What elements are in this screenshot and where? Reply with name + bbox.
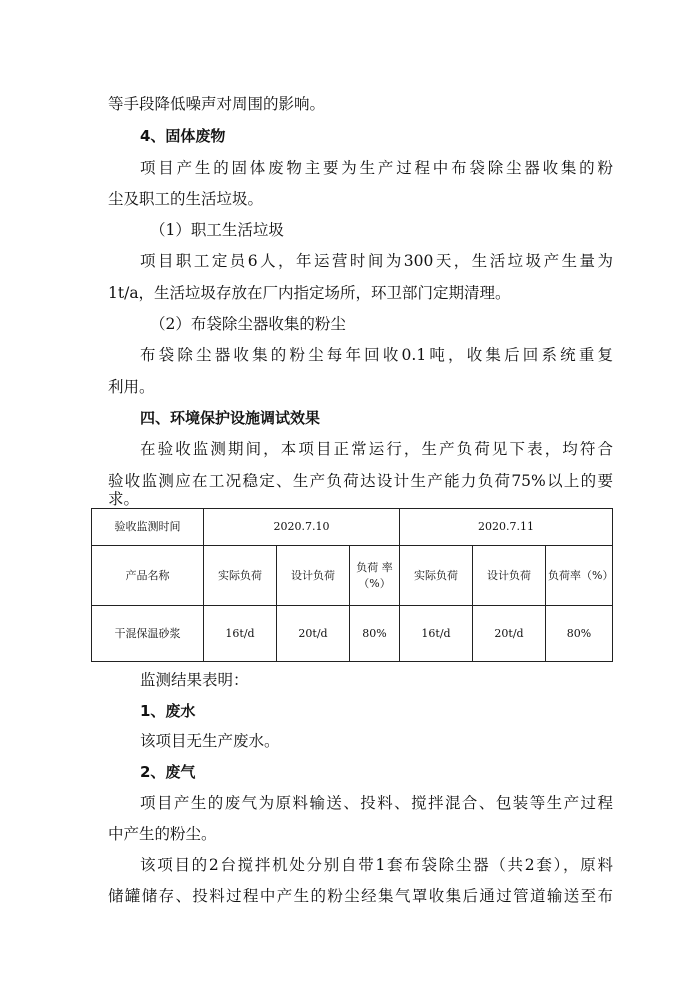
table-cell: 16t/d: [400, 606, 473, 662]
production-load-table: [91, 508, 613, 662]
table-header-cell: 负荷率（%）: [546, 546, 613, 606]
table-header-cell: 实际负荷: [204, 546, 277, 606]
table-header-cell: 产品名称: [92, 546, 204, 606]
paragraph-line: 储罐储存、投料过程中产生的粉尘经集气罩收集后通过管道输送至布: [108, 887, 613, 905]
table-row: [92, 509, 613, 546]
section-heading-waste-gas: 2、废气: [140, 763, 196, 781]
paragraph-line: 1t/a，生活垃圾存放在厂内指定场所，环卫部门定期清理。: [108, 284, 511, 302]
paragraph-line: 项目职工定员6人，年运营时间为300天，生活垃圾产生量为: [140, 252, 613, 270]
table-row: [92, 546, 613, 606]
table-row: [92, 606, 613, 662]
paragraph-line: 利用。: [108, 378, 155, 396]
table-header-cell: 验收监测时间: [92, 509, 204, 546]
paragraph-line: 监测结果表明：: [140, 671, 249, 689]
paragraph-line: 验收监测应在工况稳定、生产负荷达设计生产能力负荷75%以上的要: [108, 472, 613, 490]
table-cell-product: 干混保温砂浆: [92, 606, 204, 662]
table-cell: 16t/d: [204, 606, 277, 662]
paragraph-line: 求。: [108, 490, 140, 508]
paragraph-line: 布袋除尘器收集的粉尘每年回收0.1吨，收集后回系统重复: [140, 346, 613, 364]
table-header-cell: 设计负荷: [473, 546, 546, 606]
paragraph-line: 在验收监测期间，本项目正常运行，生产负荷见下表，均符合: [140, 440, 613, 458]
table-cell: 80%: [350, 606, 400, 662]
paragraph-line: 项目产生的固体废物主要为生产过程中布袋除尘器收集的粉: [140, 159, 613, 177]
table-header-cell: 实际负荷: [400, 546, 473, 606]
table-header-date: 2020.7.11: [400, 509, 613, 546]
paragraph-line: 尘及职工的生活垃圾。: [108, 190, 264, 208]
section-heading-wastewater: 1、废水: [140, 702, 196, 720]
table-header-date: 2020.7.10: [204, 509, 400, 546]
paragraph-line: 该项目无生产废水。: [140, 732, 280, 750]
subheading-domestic-waste: （1）职工生活垃圾: [150, 221, 284, 239]
paragraph-line: 项目产生的废气为原料输送、投料、搅拌混合、包装等生产过程: [140, 794, 613, 812]
section-heading-solid-waste: 4、固体废物: [140, 127, 226, 145]
table-header-cell: 设计负荷: [277, 546, 350, 606]
table-cell: 20t/d: [277, 606, 350, 662]
table-header-cell: 负荷 率（%）: [350, 546, 400, 606]
section-heading-env-protection: 四、环境保护设施调试效果: [140, 409, 321, 427]
paragraph-line: 中产生的粉尘。: [108, 825, 217, 843]
table-cell: 80%: [546, 606, 613, 662]
paragraph-line: 该项目的2台搅拌机处分别自带1套布袋除尘器（共2套），原料: [140, 856, 613, 874]
subheading-dust: （2）布袋除尘器收集的粉尘: [150, 315, 346, 333]
table-cell: 20t/d: [473, 606, 546, 662]
paragraph-line: 等手段降低噪声对周围的影响。: [108, 95, 326, 113]
